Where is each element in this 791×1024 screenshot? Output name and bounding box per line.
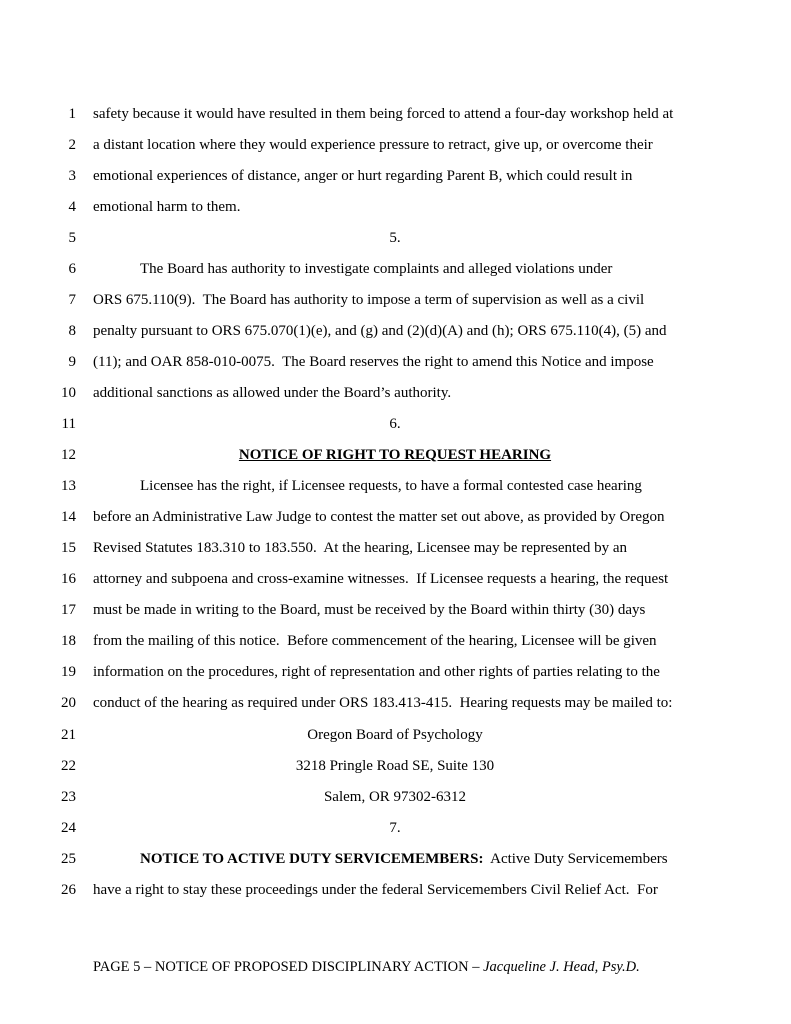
line-9 bbox=[0, 352, 791, 383]
line-number: 13 bbox=[61, 478, 76, 494]
line-16 bbox=[0, 569, 791, 600]
line-number: 15 bbox=[61, 540, 76, 556]
line-23 bbox=[0, 787, 791, 818]
line-21 bbox=[0, 725, 791, 756]
line-number: 24 bbox=[61, 820, 76, 836]
line-text: The Board has authority to investigate complaints and alleged violations under bbox=[140, 261, 613, 277]
line-20 bbox=[0, 693, 791, 724]
line-number: 17 bbox=[61, 602, 76, 618]
line-10 bbox=[0, 383, 791, 414]
line-number: 12 bbox=[61, 447, 76, 463]
line-7 bbox=[0, 290, 791, 321]
line-1 bbox=[0, 104, 791, 135]
section-number: 7. bbox=[389, 820, 401, 836]
line-text: information on the procedures, right of representation and other rights of parties relating to the bbox=[93, 664, 660, 680]
line-text: safety because it would have resulted in them being forced to attend a four-day workshop held at bbox=[93, 106, 674, 122]
line-text: must be made in writing to the Board, must be received by the Board within thirty (30) days bbox=[93, 602, 646, 618]
line-text: Revised Statutes 183.310 to 183.550. At the hearing, Licensee may be represented by an bbox=[93, 540, 628, 556]
line-number: 19 bbox=[61, 664, 76, 680]
line-number: 18 bbox=[61, 633, 76, 649]
line-number: 26 bbox=[61, 882, 76, 898]
line-8 bbox=[0, 321, 791, 352]
line-text: additional sanctions as allowed under the Board’s authority. bbox=[93, 385, 452, 401]
section-number: 5. bbox=[389, 230, 401, 246]
line-17 bbox=[0, 600, 791, 631]
line-6 bbox=[0, 259, 791, 290]
footer-label: PAGE 5 – NOTICE OF PROPOSED DISCIPLINARY ACTION – bbox=[93, 959, 484, 975]
line-text: have a right to stay these proceedings under the federal Servicemembers Civil Relief Act. For bbox=[93, 882, 658, 898]
line-26 bbox=[0, 880, 791, 911]
line-text: emotional experiences of distance, anger or hurt regarding Parent B, which could result in bbox=[93, 168, 633, 184]
line-number: 5 bbox=[68, 230, 76, 246]
line-19 bbox=[0, 662, 791, 693]
line-text: a distant location where they would experience pressure to retract, give up, or overcome their bbox=[93, 137, 653, 153]
line-text: (11); and OAR 858-010-0075. The Board reserves the right to amend this Notice and impose bbox=[93, 354, 654, 370]
line-number: 11 bbox=[61, 416, 76, 432]
line-text: attorney and subpoena and cross-examine witnesses. If Licensee requests a hearing, the request bbox=[93, 571, 669, 587]
line-3 bbox=[0, 166, 791, 197]
line-12 bbox=[0, 445, 791, 476]
line-number: 25 bbox=[61, 851, 76, 867]
line-text: emotional harm to them. bbox=[93, 199, 241, 215]
line-4 bbox=[0, 197, 791, 228]
address-line: Oregon Board of Psychology bbox=[307, 727, 483, 743]
line-5 bbox=[0, 228, 791, 259]
line-number: 1 bbox=[68, 106, 76, 122]
line-text: Licensee has the right, if Licensee requests, to have a formal contested case hearing bbox=[140, 478, 642, 494]
line-number: 8 bbox=[68, 323, 76, 339]
line-number: 7 bbox=[68, 292, 76, 308]
inline-heading: NOTICE TO ACTIVE DUTY SERVICEMEMBERS: bbox=[140, 851, 484, 867]
address-line: Salem, OR 97302-6312 bbox=[323, 789, 467, 805]
line-number: 2 bbox=[68, 137, 76, 153]
section-heading: NOTICE OF RIGHT TO REQUEST HEARING bbox=[238, 447, 552, 463]
section-number: 6. bbox=[389, 416, 401, 432]
line-text-rest: Active Duty Servicemembers bbox=[483, 851, 668, 867]
line-number: 23 bbox=[61, 789, 76, 805]
line-number: 10 bbox=[61, 385, 76, 401]
line-22 bbox=[0, 756, 791, 787]
line-15 bbox=[0, 538, 791, 569]
line-text: penalty pursuant to ORS 675.070(1)(e), and (g) and (2)(d)(A) and (h); ORS 675.110(4), (5) and bbox=[93, 323, 667, 339]
line-number: 6 bbox=[68, 261, 76, 277]
line-number: 4 bbox=[68, 199, 76, 215]
line-text: from the mailing of this notice. Before commencement of the hearing, Licensee will be given bbox=[93, 633, 657, 649]
line-2 bbox=[0, 135, 791, 166]
line-18 bbox=[0, 631, 791, 662]
line-number: 21 bbox=[61, 727, 76, 743]
line-text bbox=[93, 849, 703, 869]
line-13 bbox=[0, 476, 791, 507]
address-line: 3218 Pringle Road SE, Suite 130 bbox=[295, 758, 495, 774]
line-number: 14 bbox=[61, 509, 76, 525]
line-number: 22 bbox=[61, 758, 76, 774]
line-text: ORS 675.110(9). The Board has authority to impose a term of supervision as well as a civil bbox=[93, 292, 645, 308]
page-footer bbox=[93, 959, 640, 976]
line-number: 3 bbox=[68, 168, 76, 184]
line-14 bbox=[0, 507, 791, 538]
line-number: 20 bbox=[61, 695, 76, 711]
line-11 bbox=[0, 414, 791, 445]
line-number: 9 bbox=[68, 354, 76, 370]
line-24 bbox=[0, 818, 791, 849]
line-text: before an Administrative Law Judge to contest the matter set out above, as provided by Oregon bbox=[93, 509, 665, 525]
line-number: 16 bbox=[61, 571, 76, 587]
line-text: conduct of the hearing as required under ORS 183.413-415. Hearing requests may be mailed to: bbox=[93, 695, 673, 711]
footer-name: Jacqueline J. Head, Psy.D. bbox=[483, 959, 640, 975]
line-25 bbox=[0, 849, 791, 880]
